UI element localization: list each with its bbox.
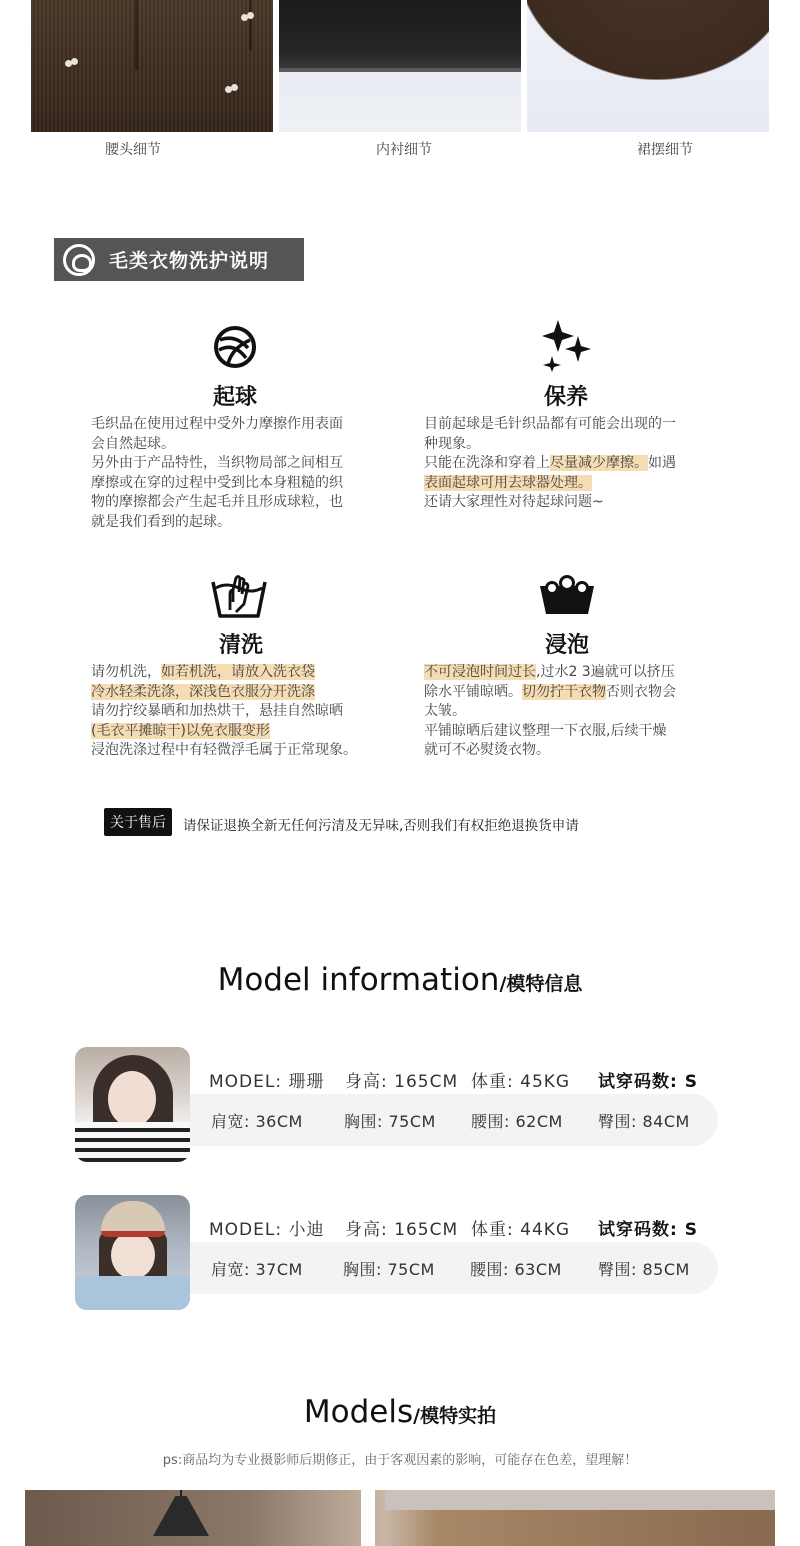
lining-detail-photo: [279, 0, 521, 132]
model-bust: 胸围: 75CM: [343, 1260, 435, 1279]
soak-basin-icon: [538, 574, 596, 616]
hem-detail-photo: [527, 0, 769, 132]
lamp-icon: [153, 1496, 209, 1536]
sparkle-icon: [540, 318, 592, 372]
detail-caption: 内衬细节: [376, 142, 432, 158]
after-sales-tag: 关于售后: [104, 808, 172, 836]
model-shoulder: 肩宽: 36CM: [211, 1112, 303, 1131]
waistband-detail-photo: [31, 0, 273, 132]
model-bust: 胸围: 75CM: [344, 1112, 436, 1131]
model-photo: [75, 1195, 190, 1310]
model-waist: 腰围: 62CM: [471, 1112, 563, 1131]
maintenance-text: 目前起球是毛针织品都有可能会出现的一 种现象。 只能在洗涤和穿着上尽量减少摩擦。如遇 表面起球可用去球器处理。 还请大家理性对待起球问题~: [424, 416, 676, 510]
care-banner: [54, 238, 304, 281]
soaking-text: 不可浸泡时间过长,过水2 3遍就可以挤压 除水平铺晾晒。切勿拧干衣物否则衣物会 太皱。 平铺晾晒后建议整理一下衣服,后续干燥 就可不必熨烫衣物。: [424, 664, 676, 758]
after-sales-text: 请保证退换全新无任何污清及无异味,否则我们有权拒绝退换货申请: [183, 818, 579, 834]
soaking-heading: 浸泡: [544, 633, 589, 658]
care-banner-title: 毛类衣物洗护说明: [109, 250, 270, 272]
embroidered-flower: [241, 12, 255, 26]
washing-heading: 清洗: [218, 633, 263, 658]
embroidered-flower: [65, 58, 79, 72]
pilling-heading: 起球: [212, 385, 257, 410]
model-weight: 体重: 44KG: [471, 1220, 571, 1240]
yarn-ball-icon: [212, 324, 258, 370]
model-measurements: [190, 1242, 718, 1294]
hand-wash-icon: [210, 572, 268, 620]
pilling-text: 毛织品在使用过程中受外力摩擦作用表面 会自然起球。 另外由于产品特性，当织物局部之间相互 摩擦或在穿的过程中受到比本身粗糙的织 物的摩擦都会产生起毛并且形成球粒，也 就是我们看到的起球。: [91, 416, 343, 530]
model-weight: 体重: 45KG: [471, 1072, 571, 1092]
model-height: 身高: 165CM: [345, 1220, 459, 1240]
model-size: 试穿码数: S: [598, 1220, 698, 1240]
models-title: Models/模特实拍: [303, 1394, 497, 1430]
wool-care-icon: [63, 244, 95, 276]
model-shoulder: 肩宽: 37CM: [211, 1260, 303, 1279]
model-height: 身高: 165CM: [345, 1072, 459, 1092]
color-difference-note: ps:商品均为专业摄影师后期修正，由于客观因素的影响，可能存在色差，望理解！: [162, 1453, 638, 1468]
detail-caption: 腰头细节: [105, 142, 161, 158]
model-photo: [75, 1047, 190, 1162]
model-measurements: [190, 1094, 718, 1146]
models-photo: [25, 1490, 775, 1546]
model-size: 试穿码数: S: [598, 1072, 698, 1092]
model-name: MODEL: 小迪: [209, 1220, 325, 1240]
embroidered-flower: [225, 84, 239, 98]
model-hip: 臀围: 84CM: [598, 1112, 690, 1131]
model-waist: 腰围: 63CM: [470, 1260, 562, 1279]
model-info-title: Model information/模特信息: [217, 962, 583, 998]
model-hip: 臀围: 85CM: [598, 1260, 690, 1279]
maintenance-heading: 保养: [543, 385, 588, 410]
washing-text: 请勿机洗，如若机洗，请放入洗衣袋 冷水轻柔洗涤，深浅色衣服分开洗涤 请勿拧绞暴晒和加热烘干，悬挂自然晾晒 (毛衣平摊晾干)以免衣服变形 浸泡洗涤过程中有轻微浮毛属于正常现象。: [91, 664, 357, 758]
detail-caption: 裙摆细节: [637, 142, 693, 158]
model-name: MODEL: 珊珊: [209, 1072, 325, 1092]
